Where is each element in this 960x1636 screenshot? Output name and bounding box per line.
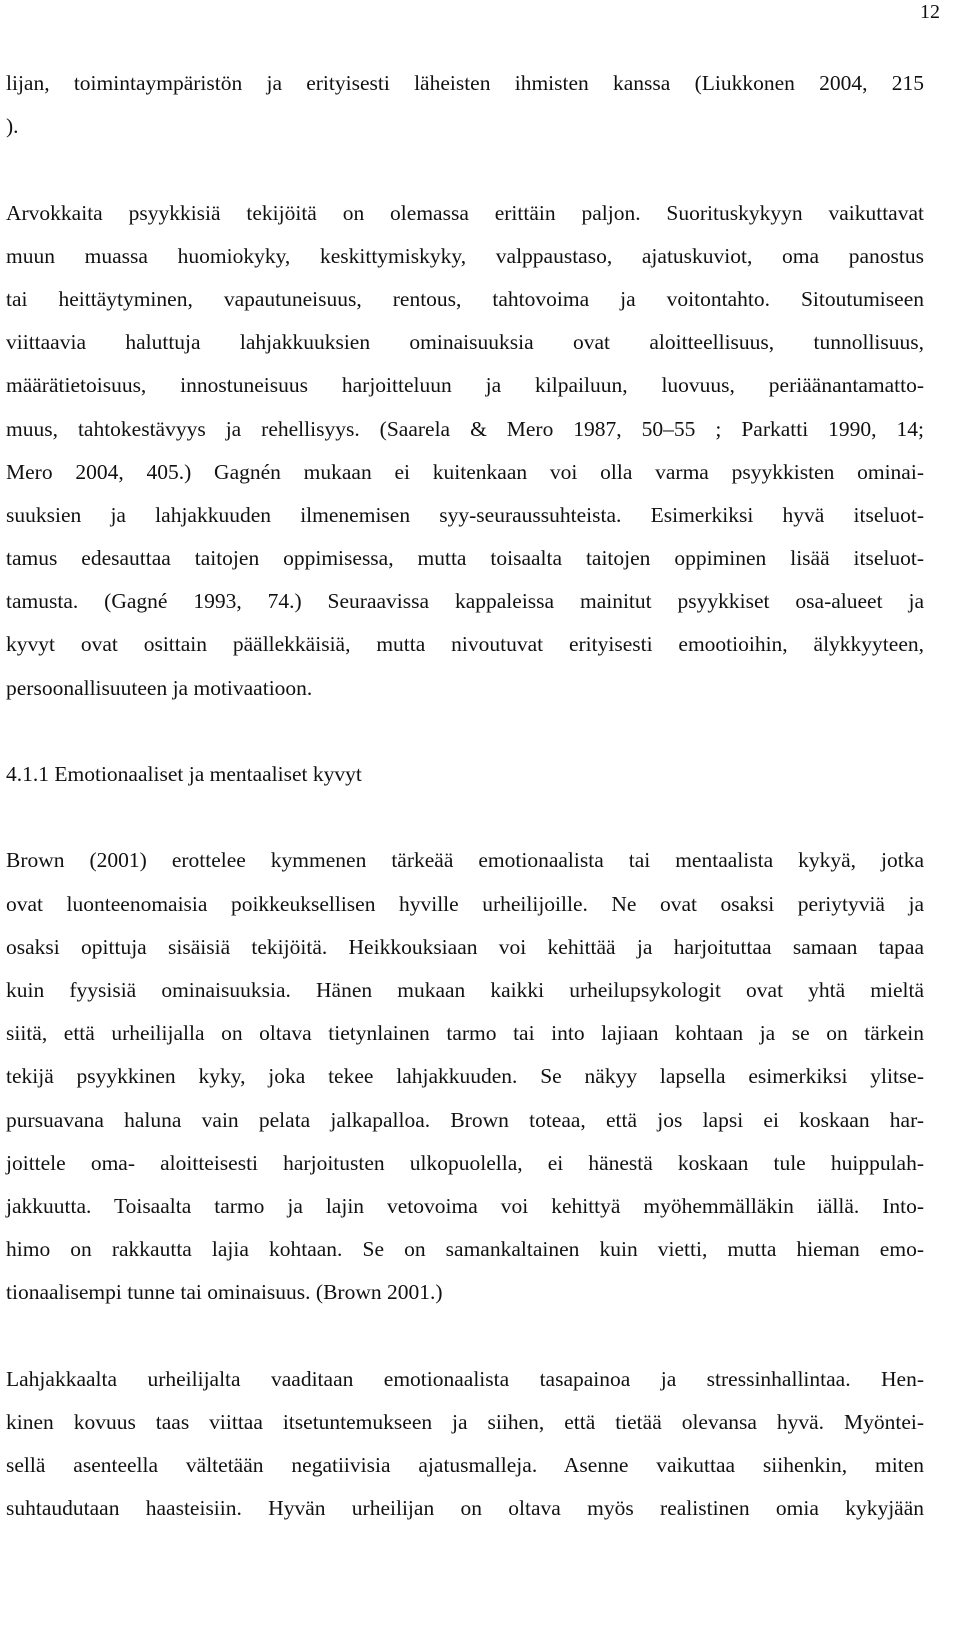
text-line: tamusta. (Gagné 1993, 74.) Seuraavissa kappaleissa mainitut psyykkiset osa-alueet ja (6, 589, 924, 614)
paragraph-3 (6, 839, 924, 1314)
text-line: pursuavana haluna vain pelata jalkapalloa. Brown toteaa, että jos lapsi ei koskaan har- (6, 1107, 924, 1132)
text-line: tionaalisempi tunne tai ominaisuus. (Brown 2001.) (6, 1280, 443, 1305)
paragraph-4 (6, 1358, 924, 1531)
text-line: lijan, toimintaympäristön ja erityisesti läheisten ihmisten kanssa (Liukkonen 2004, 215 (6, 71, 924, 95)
text-line: Lahjakkaalta urheilijalta vaaditaan emotionaalista tasapainoa ja stressinhallintaa. Hen- (6, 1366, 924, 1391)
text-line: kyvyt ovat osittain päällekkäisiä, mutta nivoutuvat erityisesti emootioihin, älykkyyteen, (6, 632, 924, 657)
paragraph-spacer (6, 1314, 924, 1357)
text-line: määrätietoisuus, innostuneisuus harjoitteluun ja kilpailuun, luovuus, periäänantamatto- (6, 373, 924, 398)
text-line: osaksi opittuja sisäisiä tekijöitä. Heikkouksiaan voi kehittää ja harjoituttaa samaan tapaa (6, 934, 924, 959)
document-body (6, 62, 924, 1530)
page-number: 12 (920, 1, 940, 23)
text-line: siitä, että urheilijalla on oltava tietynlainen tarmo tai into lajiaan kohtaan ja se on tärkein (6, 1021, 924, 1046)
text-line: sellä asenteella vältetään negatiivisia ajatusmalleja. Asenne vaikuttaa siihenkin, miten (6, 1453, 924, 1477)
text-line: tamus edesauttaa taitojen oppimisessa, mutta toisaalta taitojen oppiminen lisää itseluot- (6, 546, 924, 571)
text-line: tai heittäytyminen, vapautuneisuus, rentous, tahtovoima ja voitontahto. Sitoutumiseen (6, 286, 924, 311)
paragraph-1 (6, 62, 924, 148)
text-line: viittaavia haluttuja lahjakkuuksien ominaisuuksia ovat aloitteellisuus, tunnollisuus, (6, 330, 924, 355)
text-line: muus, tahtokestävyys ja rehellisyys. (Saarela & Mero 1987, 50–55 ; Parkatti 1990, 14; (6, 416, 924, 441)
section-heading: 4.1.1 Emotionaaliset ja mentaaliset kyvyt (6, 762, 362, 786)
text-line: ovat luonteenomaisia poikkeuksellisen hyville urheilijoille. Ne ovat osaksi periytyviä ja (6, 891, 924, 916)
text-line: ). (6, 114, 19, 139)
text-line: muun muassa huomiokyky, keskittymiskyky, valppaustaso, ajatuskuviot, oma panostus (6, 243, 924, 268)
text-line: Mero 2004, 405.) Gagnén mukaan ei kuitenkaan voi olla varma psyykkisten ominai- (6, 459, 924, 484)
text-line: Arvokkaita psyykkisiä tekijöitä on olemassa erittäin paljon. Suorituskykyyn vaikuttavat (6, 200, 924, 225)
paragraph-2 (6, 192, 924, 710)
paragraph-spacer (6, 148, 924, 191)
text-line: himo on rakkautta lajia kohtaan. Se on samankaltainen kuin vietti, mutta hieman emo- (6, 1237, 924, 1262)
text-line: kinen kovuus taas viittaa itsetuntemukseen ja siihen, että tietää olevansa hyvä. Myöntei- (6, 1409, 924, 1434)
text-line: tekijä psyykkinen kyky, joka tekee lahjakkuuden. Se näkyy lapsella esimerkiksi ylitse- (6, 1064, 924, 1089)
text-line: kuin fyysisiä ominaisuuksia. Hänen mukaan kaikki urheilupsykologit ovat yhtä mieltä (6, 977, 924, 1002)
text-line: suuksien ja lahjakkuuden ilmenemisen syy-seuraussuhteista. Esimerkiksi hyvä itseluot- (6, 502, 924, 527)
text-line: Brown (2001) erottelee kymmenen tärkeää emotionaalista tai mentaalista kykyä, jotka (6, 848, 924, 873)
paragraph-spacer (6, 710, 924, 753)
text-line: joittele oma- aloitteisesti harjoitusten ulkopuolella, ei hänestä koskaan tule huippulah- (6, 1150, 924, 1175)
paragraph-spacer (6, 796, 924, 839)
text-line: jakkuutta. Toisaalta tarmo ja lajin vetovoima voi kehittyä myöhemmälläkin iällä. Into- (6, 1193, 924, 1218)
text-line: suhtaudutaan haasteisiin. Hyvän urheilijan on oltava myös realistinen omia kykyjään (6, 1496, 924, 1521)
text-line: persoonallisuuteen ja motivaatioon. (6, 675, 313, 700)
